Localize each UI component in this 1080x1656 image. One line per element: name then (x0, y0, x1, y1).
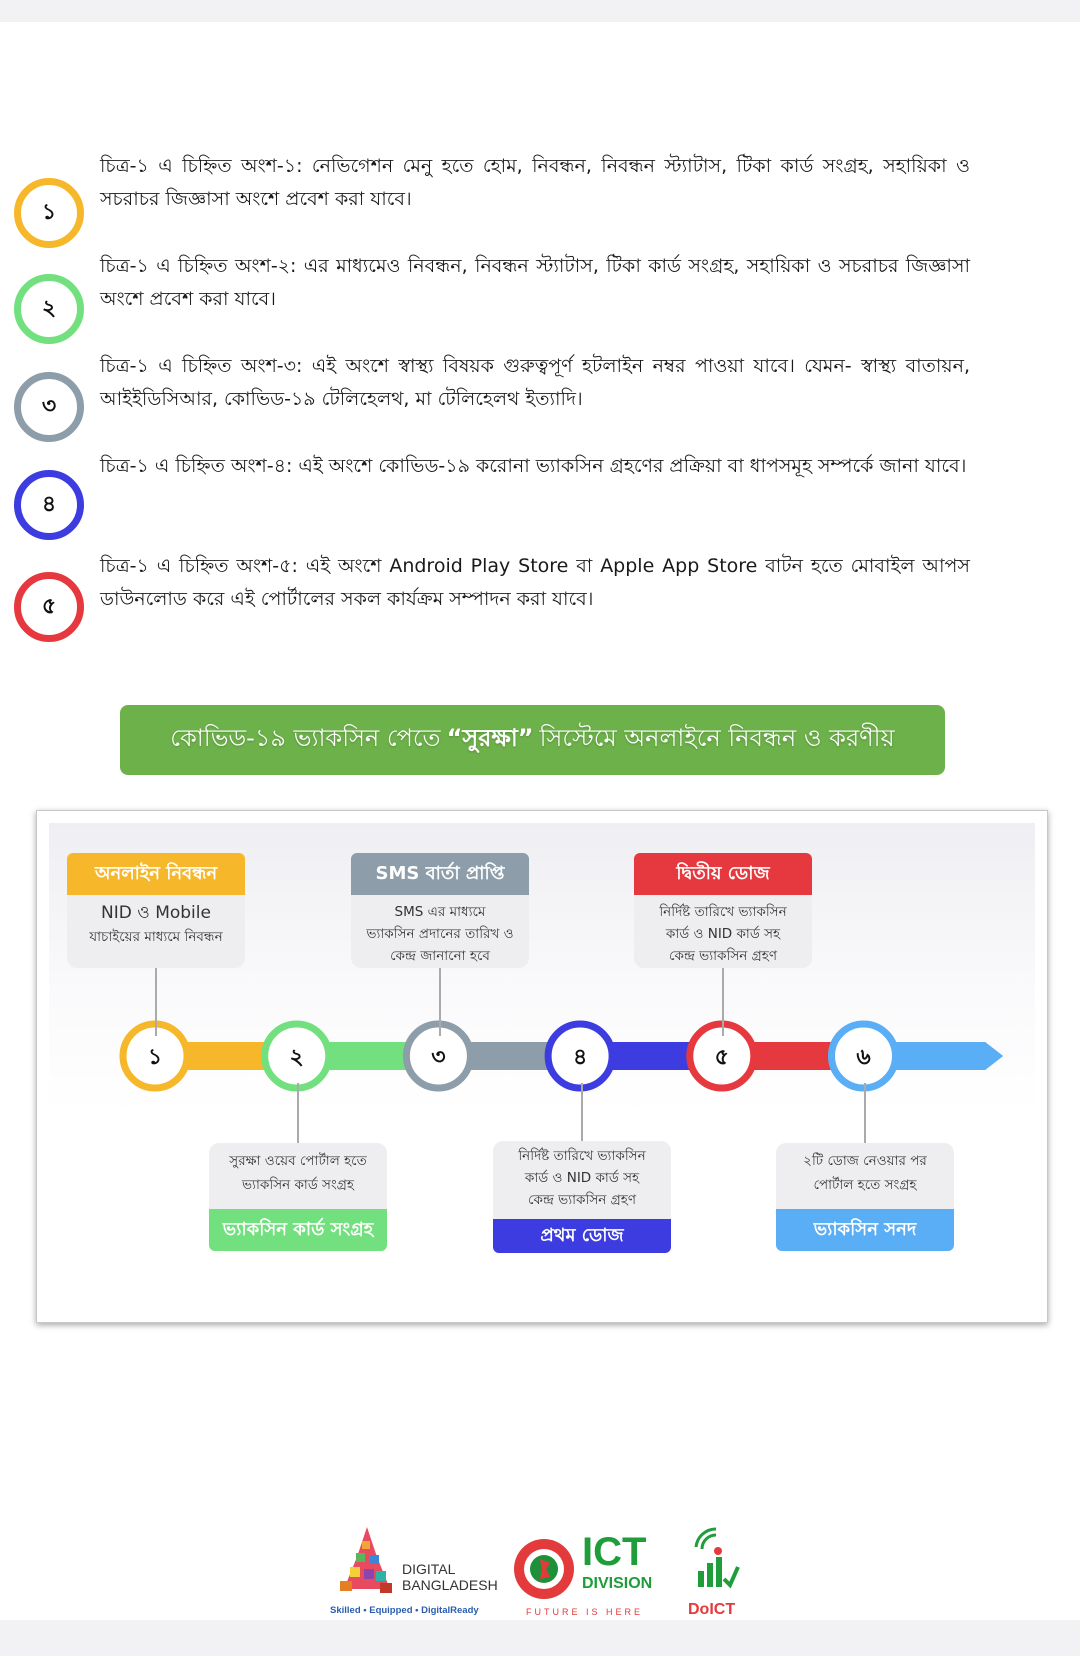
connector-line (581, 1083, 583, 1145)
step-description (493, 1141, 671, 1219)
step-line: কার্ড ও NID কার্ড সহ (665, 926, 781, 942)
step-card-4 (493, 1141, 671, 1253)
banner-highlight: “সুরক্ষা” (446, 724, 534, 752)
legend-item-2 (12, 250, 1052, 350)
step-number: ৫ (714, 1045, 729, 1070)
number-badge: ৪ (14, 470, 84, 540)
government-seal-icon (512, 1537, 576, 1601)
connector-line (155, 966, 157, 1036)
step-title: ভ্যাকসিন কার্ড সংগ্রহ (209, 1209, 387, 1251)
number-badge: ৫ (14, 572, 84, 642)
step-number: ৪ (572, 1045, 588, 1070)
step-line: সুরক্ষা ওয়েব পোর্টাল হতে (229, 1153, 367, 1169)
banner-text-before: কোভিড-১৯ ভ্যাকসিন পেতে (170, 724, 441, 752)
legend-item-3 (12, 350, 1052, 450)
step-line: ভ্যাকসিন কার্ড সংগ্রহ (242, 1177, 354, 1193)
step-card-1 (67, 853, 245, 968)
step-line: SMS এর মাধ্যমে (394, 904, 486, 920)
document-page (0, 22, 1080, 1620)
step-line: পোর্টাল হতে সংগ্রহ (813, 1177, 917, 1193)
process-flow-area (49, 823, 1035, 1311)
legend-text: চিত্র-১ এ চিহ্নিত অংশ-৪: এই অংশে কোভিড-১৯ করোনা ভ্যাকসিন গ্রহণের প্রক্রিয়া বা ধাপসমূহ সম্পর্কে জানা যাবে। (100, 455, 967, 477)
step-line: নির্দিষ্ট তারিখে ভ্যাকসিন (659, 904, 787, 920)
legend-item-4 (12, 450, 1052, 550)
step-line: নির্দিষ্ট তারিখে ভ্যাকসিন (518, 1148, 646, 1164)
step-line: ২টি ডোজ নেওয়ার পর (803, 1153, 927, 1169)
step-description (634, 895, 812, 975)
step-number: ২ (289, 1045, 304, 1070)
step-line: কেন্দ্র ভ্যাকসিন গ্রহণ (669, 948, 777, 964)
legend-list (12, 150, 1052, 650)
legend-text: চিত্র-১ এ চিহ্নিত অংশ-৫: এই অংশে Android Play Store বা Apple App Store বাটন হতে মোবাইল আপস ডাউনলোড করে এই পোর্টালের সকল কার্যক্রম সম্পাদন করা যাবে। (100, 555, 970, 610)
footer-logos (330, 1527, 770, 1623)
connector-line (864, 1083, 866, 1145)
logo-title-2: DIVISION (582, 1575, 653, 1592)
step-description (776, 1143, 954, 1209)
step-description (351, 895, 529, 975)
legend-text: চিত্র-১ এ চিহ্নিত অংশ-২: এর মাধ্যমেও নিবন্ধন, নিবন্ধন স্ট্যাটাস, টিকা কার্ড সংগ্রহ, সহায়িকা ও সচরাচর জিজ্ঞাসা অংশে প্রবেশ করা যাবে। (100, 255, 970, 310)
step-description (67, 895, 245, 957)
step-card-3 (351, 853, 529, 968)
logo-title-1: ICT (582, 1530, 647, 1574)
digital-bangladesh-logo (330, 1527, 505, 1623)
step-card-2 (209, 1143, 387, 1251)
step-line: ভ্যাকসিন প্রদানের তারিখ ও (366, 926, 514, 942)
logo-title-1: DIGITAL (402, 1561, 456, 1577)
banner-text-after: সিস্টেমে অনলাইনে নিবন্ধন ও করণীয় (539, 724, 895, 752)
step-card-6 (776, 1143, 954, 1251)
step-title: ভ্যাকসিন সনদ (776, 1209, 954, 1251)
connector-line (722, 966, 724, 1036)
section-banner (120, 705, 945, 775)
step-title: প্রথম ডোজ (493, 1219, 671, 1253)
number-badge: ২ (14, 274, 84, 344)
logo-tagline: FUTURE IS HERE (526, 1607, 644, 1617)
step-line: কার্ড ও NID কার্ড সহ (524, 1170, 640, 1186)
step-card-5 (634, 853, 812, 968)
step-number: ৩ (431, 1045, 446, 1070)
legend-text: চিত্র-১ এ চিহ্নিত অংশ-১: নেভিগেশন মেনু হতে হোম, নিবন্ধন, নিবন্ধন স্ট্যাটাস, টিকা কার্ড সংগ্রহ, সহায়িকা ও সচরাচর জিজ্ঞাসা অংশে প্রবেশ করা যাবে। (100, 155, 970, 210)
step-line: কেন্দ্র ভ্যাকসিন গ্রহণ (528, 1192, 636, 1208)
doict-logo (686, 1527, 756, 1623)
step-number: ৬ (856, 1045, 871, 1070)
signal-bars-icon (690, 1527, 740, 1591)
logo-title-2: BANGLADESH (402, 1577, 498, 1593)
step-title: SMS বার্তা প্রাপ্তি (351, 853, 529, 895)
legend-item-1 (12, 150, 1052, 250)
step-description (209, 1143, 387, 1209)
legend-item-5 (12, 550, 1052, 650)
step-line: যাচাইয়ের মাধ্যমে নিবন্ধন (89, 929, 223, 945)
number-badge: ৩ (14, 372, 84, 442)
step-line: কেন্দ্র জানানো হবে (390, 948, 490, 964)
step-line: NID ও Mobile (101, 903, 211, 923)
legend-text: চিত্র-১ এ চিহ্নিত অংশ-৩: এই অংশে স্বাস্থ্য বিষয়ক গুরুত্বপূর্ণ হটলাইন নম্বর পাওয়া যাবে। যেমন- স্বাস্থ্য বাতায়ন, আইইডিসিআর, কোভিড-১৯ টেলিহেলথ, মা টেলিহেলথ ইত্যাদি। (100, 355, 970, 410)
logo-title: DoICT (688, 1601, 736, 1618)
step-title: দ্বিতীয় ডোজ (634, 853, 812, 895)
logo-tagline: Skilled • Equipped • DigitalReady (330, 1605, 479, 1616)
pixel-tree-icon (332, 1527, 402, 1601)
connector-line (439, 966, 441, 1036)
number-badge: ১ (14, 178, 84, 248)
ict-division-logo (512, 1527, 672, 1623)
process-flow-figure (36, 810, 1048, 1323)
step-number: ১ (147, 1045, 163, 1070)
step-title: অনলাইন নিবন্ধন (67, 853, 245, 895)
